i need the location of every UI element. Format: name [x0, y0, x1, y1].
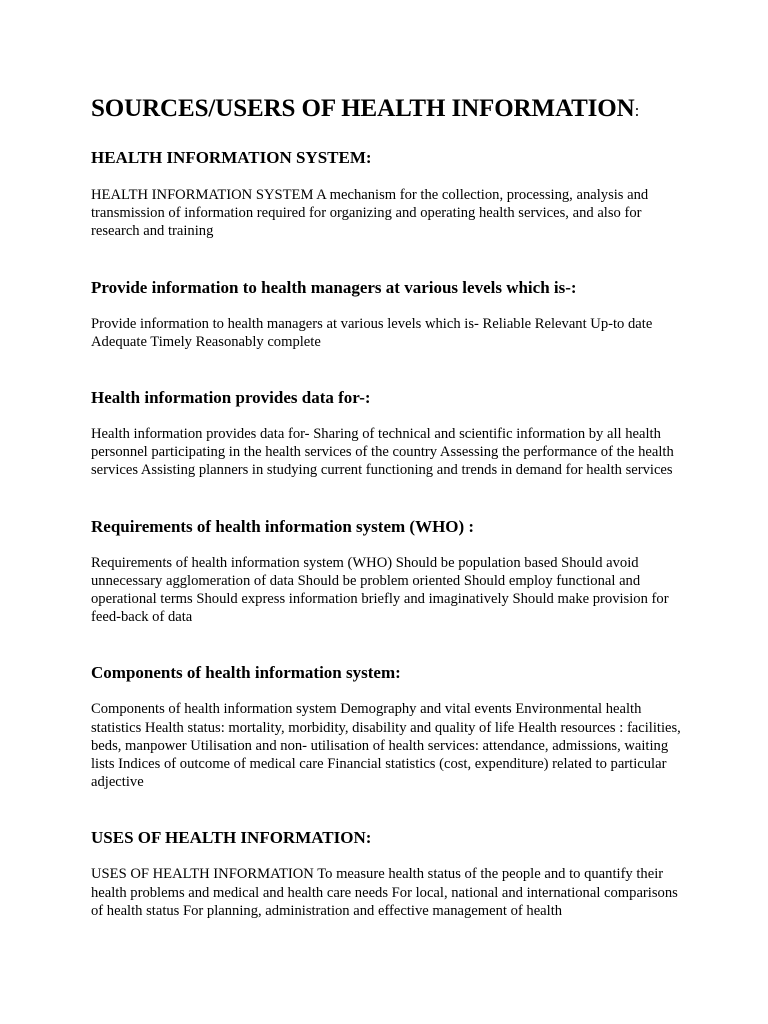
section-provides-data-for [91, 387, 681, 480]
section-body: USES OF HEALTH INFORMATION To measure health status of the people and to quantify their health problems and medical and health care needs For local, national and international comparisons of health status For planning, administration and effective management of health [91, 866, 678, 919]
section-requirements-who [91, 516, 681, 627]
section-body: Provide information to health managers at various levels which is- Reliable Relevant Up-to date Adequate Timely Reasonably complete [91, 315, 653, 350]
section-uses-of-health-information [91, 827, 681, 920]
document-title-colon: : [634, 101, 640, 120]
document-title-text: SOURCES/USERS OF HEALTH INFORMATION [91, 95, 635, 122]
document-title [91, 92, 681, 128]
section-heading: Health information provides data for-: [91, 388, 371, 408]
section-heading: Components of health information system: [91, 663, 401, 683]
section-heading: HEALTH INFORMATION SYSTEM: [91, 148, 372, 167]
section-heading: USES OF HEALTH INFORMATION: [91, 828, 372, 848]
section-body: Health information provides data for- Sharing of technical and scientific information by all health personnel participating in the health services of the country Assessing the performance of the health services Assisting planners in studying current functioning and trends in demand for health services [91, 426, 674, 479]
section-components [91, 662, 681, 791]
section-body: Components of health information system Demography and vital events Environmental health statistics Health status: mortality, morbidity, disability and quality of life Health resources : facilities, beds, manpower Utilisation and non- utilisation of health services: attendance, admissions, waiting lists Indices of outcome of medical care Financial statistics (cost, expenditure) related to particular adjective [91, 701, 681, 791]
section-health-information-system [91, 147, 681, 241]
section-heading: Provide information to health managers at various levels which is-: [91, 277, 577, 297]
section-heading: Requirements of health information system (WHO) : [91, 516, 475, 536]
section-body: Requirements of health information system (WHO) Should be population based Should avoid unnecessary agglomeration of data Should be problem oriented Should employ functional and operational terms Should express information briefly and imaginatively Should make provision for feed-back of data [91, 554, 669, 626]
section-provide-information [91, 277, 681, 351]
document-page [91, 92, 681, 956]
section-body: HEALTH INFORMATION SYSTEM A mechanism for the collection, processing, analysis and transmission of information required for organizing and operating health services, and also for research and training [91, 187, 649, 240]
